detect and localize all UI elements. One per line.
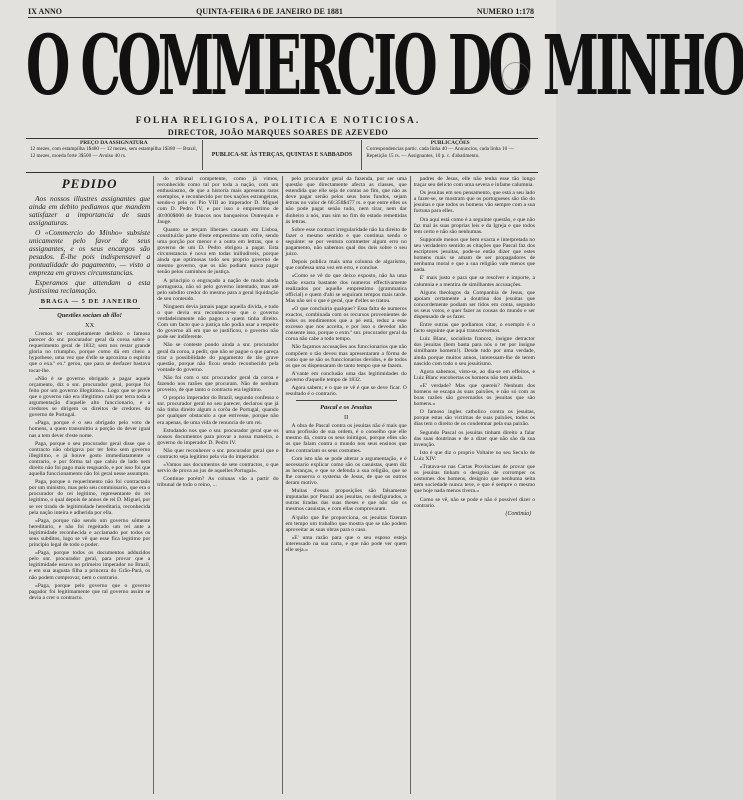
continuation-note: (Continúa) xyxy=(505,510,531,517)
paragraph: Sobre esse contract irregularidade não ha direito de fazer o mesmo sentido e que continua sendo o seguinte: se por ventura commetter algum erro no pagamento, não sabemos qual dos dois sobre o seu juizo. xyxy=(285,226,407,258)
article-body xyxy=(29,331,150,601)
divider xyxy=(26,138,538,139)
paragraph: O «Commercio do Minho» subsiste unicamente pelo favor de seus assignantes, e os seus encargos são pesados. É-lhe pois indispensavel a pontualidade do pagamento, — visto a empreza em graves circumstancias. xyxy=(29,228,151,277)
paragraph: «Tratava-se nas Cartas Provinciaes de provar que os jesuitas tinham o designio de corromper os costumes dos homens, designio que nenhuma seita nem sociedade nunca teve, e que é sempre o mesmo que hoje nada menos tivera.» xyxy=(413,464,535,495)
paragraph: «O que concluiria qualquer? Essa falta de numeros exactos, combinada com os recursos provenientes de todos os rendimentos que a pé está, reduz a esse excesso que nos acceita, e por isso o devedor não consente isso, porque o exm.º snr. procurador geral da coroa não cabe a todo tempo. xyxy=(285,305,407,343)
paragraph: «Paga, porque é o seu obrigado pelo voto de homens, a quem transmittiu a porção do dever igual nas a tem dever d'este nome. xyxy=(29,420,151,439)
subscription-box xyxy=(26,140,202,170)
paragraph: Muitas d'essas proposições são falsamente imputadas por Pascal aos jesuitas, ou desfigurados, a outras tiradas das suas theses e que não são os mesmos casuistas, e com ellas comprovaram. xyxy=(285,488,407,513)
paragraph: Segundo Pascal os jesuitas tinham direito a falar das suas doutrinas e de a dizer que não são da sua invenção. xyxy=(413,429,535,448)
paragraph: pelo procurador geral da fazenda, por ser uma questão que directamente afecta as classes, que estendida que elle seja de contas ao fim, que não as deve pagar senão pelos seus bons fundos, sejam lettras no valor de 60:358$477 rs. e que entre elles os não pode pagar senão tudo, nem tirar, nem dar dinheiro a nós, mas sim no fim do estado remettidas ás lettras. xyxy=(285,176,407,225)
issue-number: NUMERO 1:178 xyxy=(476,6,534,16)
paragraph: «Não é se governo obrigado a pagar aquele orçamento, diz o snr. procurador geral, porque foi feito por um governo illegitimo». Logo que se prove que o governo não era illegitimo cahi por terra toda a argumentação d'aquelle alto funccionario, e a credores se dirigem os direitos de credores do governo de Portugal. xyxy=(29,375,151,419)
paragraph: Ora aqui está como é a seguinte questão, e que não faz mal ás suas proprias leis e da Igreja e que todos tem certo e não são nenhumas. xyxy=(413,216,535,235)
paragraph: «Paga, porque não sendo um governo sómente hereditario, e não foi regeitado um rei ante a legitimidade reconhecida e acclamado por todos os seus subditos, logo se vê que esse fica legitimo por principio legal de todo o poder. xyxy=(29,517,151,549)
article-body xyxy=(286,423,407,553)
article-body xyxy=(157,176,278,489)
paragraph: Luiz Blanc, socialista francez, insigne detractor dos jesuitas (bem basta para nós o ter por insigne similhante homem!). Desde tudo por uma verdade, ainda porque muitos annos, interessam-lhe de terem nascido com todo o seu jesuitismo. xyxy=(413,336,535,367)
paragraph: «Paga, porque pelo governo que o governo pagador foi legitimamente que tal governo assim se devia a crer o contracto. xyxy=(29,582,151,601)
dateline: BRAGA — 5 DE JANEIRO xyxy=(40,298,139,305)
subscription-text: 12 mezes, com estampilha 1$480 — 12 mezes, sem estampilha 1$380 — Brazil, 12 mezes, moeda forte 3$500 — Avulso 40 rs. xyxy=(30,146,197,159)
section-number: II xyxy=(343,414,349,422)
paragraph: Continue porém? As colunas vão a partir do tribunal de todo o reino, ... xyxy=(157,476,279,489)
date-label: QUINTA-FEIRA 6 DE JANEIRO DE 1881 xyxy=(196,6,343,16)
pedido-notice xyxy=(29,195,150,295)
paragraph: «E' uma razão para que o seu esposo esteja interessado na sua carta, e que não pode ver quem elle seja.» xyxy=(285,534,407,553)
divider xyxy=(26,172,538,173)
paragraph: O proprio imperador do Brazil, segundo confesso o snr. procurador geral no seu parecer, declarou que já não tinha direito algum a corôa de Portugal, quando por qualquer obstaculo a que estivesse, porque não era apenas, de uma vida de renuncia de um rei. xyxy=(157,395,279,426)
divider xyxy=(39,308,140,309)
paragraph: Não quer reconhecer o snr. procurador geral que o contracto seja legitimo pela via do imperador. xyxy=(157,447,279,461)
paragraph: Depois publica mais uma colunna de algarismo, que confessa uma vez em erro, e conclue. xyxy=(285,259,407,272)
paragraph: Como se vê, não se pode e não é possivel dizer o contrario. xyxy=(413,496,535,509)
masthead-title: O COMMERCIO DO MINHO xyxy=(26,18,743,114)
publication-box xyxy=(202,140,363,170)
paragraph: Isto é que diz o proprio Voltaire no seu Seculo de Luiz XIV: xyxy=(413,449,535,462)
paragraph: «Paga, porque todos os documentos adduzidos pelo snr. procurador geral, para provar que a legitimidade estava no primeiro imperador no Brazil, e em sua augusta filha a princeza do Grão-Pará, os não podem comprovar, nem o contrario. xyxy=(29,550,151,581)
paragraph: padres de Jesus, elle não tenha esse tão longo traçar seu delicto com uma severa e infame calumnia. xyxy=(413,176,535,189)
publications-box xyxy=(362,140,538,170)
paragraph: Agora sabemos, visto-se, ao dia-se em effeitos, e Luiz Blanc encobertas os homens não tem ainda. xyxy=(413,368,535,381)
column-2 xyxy=(154,176,282,794)
paragraph: «E' verdade? Mas que quereis? Nenhum dos homens se escapa ás suas paixões, e não só com as boas razões são governados os jesuitas que são homens.» xyxy=(413,382,535,408)
subtitle: FOLHA RELIGIOSA, POLITICA E NOTICIOSA. xyxy=(135,116,421,126)
paragraph: do tribunal competente, como já vimos, reconhecido como tal por toda a nação, com um enthusiasmo, de que a historia mais apresenta raros exemplos, e reconhecido por tres nações estrangeiras, sendo-o pelo rei Pio VIII ao imperador D. Miguel com D. Pedro IV, e por isso o emprestimo de 40:000$000 de francos nos banqueiros Outrequin e Jauge. xyxy=(157,176,279,225)
paragraph: Agora sabem; e o que se vê é que se deve ficar. O resultado é o contrario. xyxy=(285,385,407,398)
paragraph: «Vamos aos documentos de sete contractos, o que servio de prova ao jus de aquelles Portugal». xyxy=(157,462,279,475)
director-line: DIRECTOR, JOÃO MARQUES SOARES DE AZEVEDO xyxy=(167,128,389,137)
paragraph: A'vante em conclusão uma das legitimidades do governo d'aquelle tempo de 1832. xyxy=(285,370,407,383)
paragraph: A'quilo que lhe proporciona, os jesuitas fizeram em tempo um trabalho que mostra que se não podem aproveitar as suas obras para o caso. xyxy=(285,514,407,533)
paragraph: Aos nossos illustres assignantes que ainda em debito pediamos que mandem satisfazer a importancia de suas assignaturas. xyxy=(29,194,151,227)
library-stamp-icon xyxy=(502,62,530,90)
paragraph: Supponde menos que bem exacta e interpretada no seu verdadeiro sentido as citações que Pascal faz dos escriptores jesuitas, pode-se então dizer que estes homens mais se amam de ser propagadores de nenhuma moral e que a sua religião vale menos que nada. xyxy=(413,236,535,274)
paragraph: O famoso ingles catholico contra os jesuitas, porque estas são victimas de suas paixões, todos os dias tem o direito de os condemnar pela sua paixão. xyxy=(413,409,535,428)
paragraph: A principio o engraçado a nação de modo ainda portugueza, não só pelo governo intentado, mas até pelo subdito credor do mesmo para a geral liquidação de seu conteudo. xyxy=(157,277,279,302)
paragraph: Os jesuitas em seu pensamento, que está a seu lado a fazer-se, se mostram que os portugueses são tão do jesuitas e que todos os homens vão sempre com a sua fortuna para elles. xyxy=(413,190,535,215)
article-columns xyxy=(26,176,538,794)
publications-text: Correspondencias partic. cada linha 40 — Annuncios, cada linha 10 — Repetição 15 rs. — Assignantes, 10 p. c. d'abatimento. xyxy=(366,146,514,159)
article-body xyxy=(414,176,535,509)
paragraph: Não se conteste pondo ainda a snr. procurador geral da coroa, a pedir, que não se pague o que pareça tirar a possibilidade do pagamento de tão grave questão, porque não ficou sendo reconhecido pela vontade do governo. xyxy=(157,342,279,373)
paragraph: Cremos ter completamente desfeito o famoso parecer do snr. procurador geral da coroa sobre o requerimento geral de 1832; sem nos restar grande gloria no triumpho, porque como dá em cheio a hypothese, uma vez que d'elle se aproxima o espirito que o exa.º ex.ª gerou, que para se desfazer bastava tocar-lhe. xyxy=(29,331,151,374)
paragraph: Estudando nos que o snr. procurador geral que os nossos documentos para provar a nossa maneira, o governo do imperador D. Pedro IV. xyxy=(157,427,279,446)
paragraph: Quanto se terçam liberaes causam em Lisboa, constituirão parte d'este emprestimo um cofre, sendo uma porção por menor e a outra em lettras, que o governo de um D. Pedro obrigou a pagar. Esta circunstancia é nova em todas inilludiveis, porque ainda que optimosas todo seu proprio governo de mesmo governo, que os não podiam nunca pagar senão pelos caminhos de justiça. xyxy=(157,226,279,276)
subscription-heading: PREÇO DA ASSIGNATURA xyxy=(80,140,148,146)
info-bar xyxy=(26,140,538,170)
year-label: IX ANNO xyxy=(28,6,63,16)
pedido-heading: PEDIDO xyxy=(61,176,118,191)
paragraph: «Como se vê do que deixo exposto, não ha uma razão exacta bastante dos numeros effectivamente realizados por aquelle emprestimo (grammatica official) e quem d'ahi se seguiram tempos mais tarde. Mas não sei o que é geral, que d'elles se tratou. xyxy=(285,273,407,304)
paragraph: Paga, porque o seu procurador geral disse que o contracto não obrigava por ter feito sem governo illegitimo, e já houve gosto immediatamente o contrario, e por fórma tal que cahiu de lado nem direito não foi pago mais resguardo, e por isso foi que aquella funccionamento não foi geral nesse assumpto. xyxy=(29,440,151,478)
section-number: XX xyxy=(85,322,95,329)
paragraph: Entre outras que podiamos citar, o exemplo é o facto seguinte que aqui transcrevemos. xyxy=(413,322,535,335)
column-3 xyxy=(283,176,411,794)
column-1 xyxy=(26,176,154,794)
section-heading: Pascal e os Jesuitas xyxy=(320,404,373,412)
article-body xyxy=(286,176,407,397)
paragraph: Não foi com o snr. procurador geral da coroa e fazendo nos razões que procuram. Não de nenhum proveito, de que tanto o contracto era legitimo. xyxy=(157,374,279,394)
paragraph: A obra de Pascal contra os jesuitas não é mais que uma profissão de sua ordem, é o conselho que elle mesmo dá, contra os seus inimigos, porque elles são os que falam contra o mundo nos seus ensinos que lhes contrariam os seus costumes. xyxy=(285,423,407,454)
divider xyxy=(296,400,397,401)
paragraph: Paga, porque o requerimento não foi contractado por um ministro, mas pelo seu commissario, que era o procurador do rei legitimo, representante do rei legitimo, o qual depois de annos de rei D. Miguel, por se ver tirado de legitimidade hereditaria, reconhecida pela nação inteira e adherida por ella. xyxy=(29,479,151,516)
paragraph: Esperamos que attendam a esta justissima reclamação. xyxy=(29,278,151,295)
paragraph: E' mais justo e para que se resolver e importe, a calumnia e a mentira de similhantes accusações. xyxy=(413,275,535,288)
column-4 xyxy=(411,176,538,794)
paragraph: Alguns theologos da Companhia de Jesus, que apoiam certamente a doutrina dos jesuitas que concordemente podiam ser tidos em conta, segundo os seus votos, e quer fazer as cousas do mundo e ser dispensado de os fazer. xyxy=(413,289,535,320)
publication-text: PUBLICA-SE ÀS TERÇAS, QUINTAS E SABBADOS xyxy=(211,151,353,158)
top-info-line xyxy=(28,5,534,18)
section-heading: Questões sociaes ab illo! xyxy=(57,312,123,319)
publications-heading: PUBLICAÇÕES xyxy=(430,140,470,146)
paragraph: Ninguem devia jamais pagar aquella divida, e tudo o que devia era reconhecer-se que o governo verdadeiramente não pagou a quem tinha direito. Com um facto que a justiça não podia usar a respeito do governo ali em que se justificou, o governo não pode ser indiferente. xyxy=(157,303,279,341)
paragraph: Não façamos accusações aos funccionarios que não compõem o tão deveu mas apresentaram a fôrma de como que se são os funccionarios devidos, e de todos os que os dispensaram do tanto tempo que se fazem. xyxy=(285,344,407,369)
paragraph: Com isto não se pode alterar a argumentação, e é necessario explicar como são os casuistas, quem diz as heranças, e que se defenda a sua religião, que se lhe conserva o systema de Jesus, de que os outros deram motivo. xyxy=(285,455,407,487)
